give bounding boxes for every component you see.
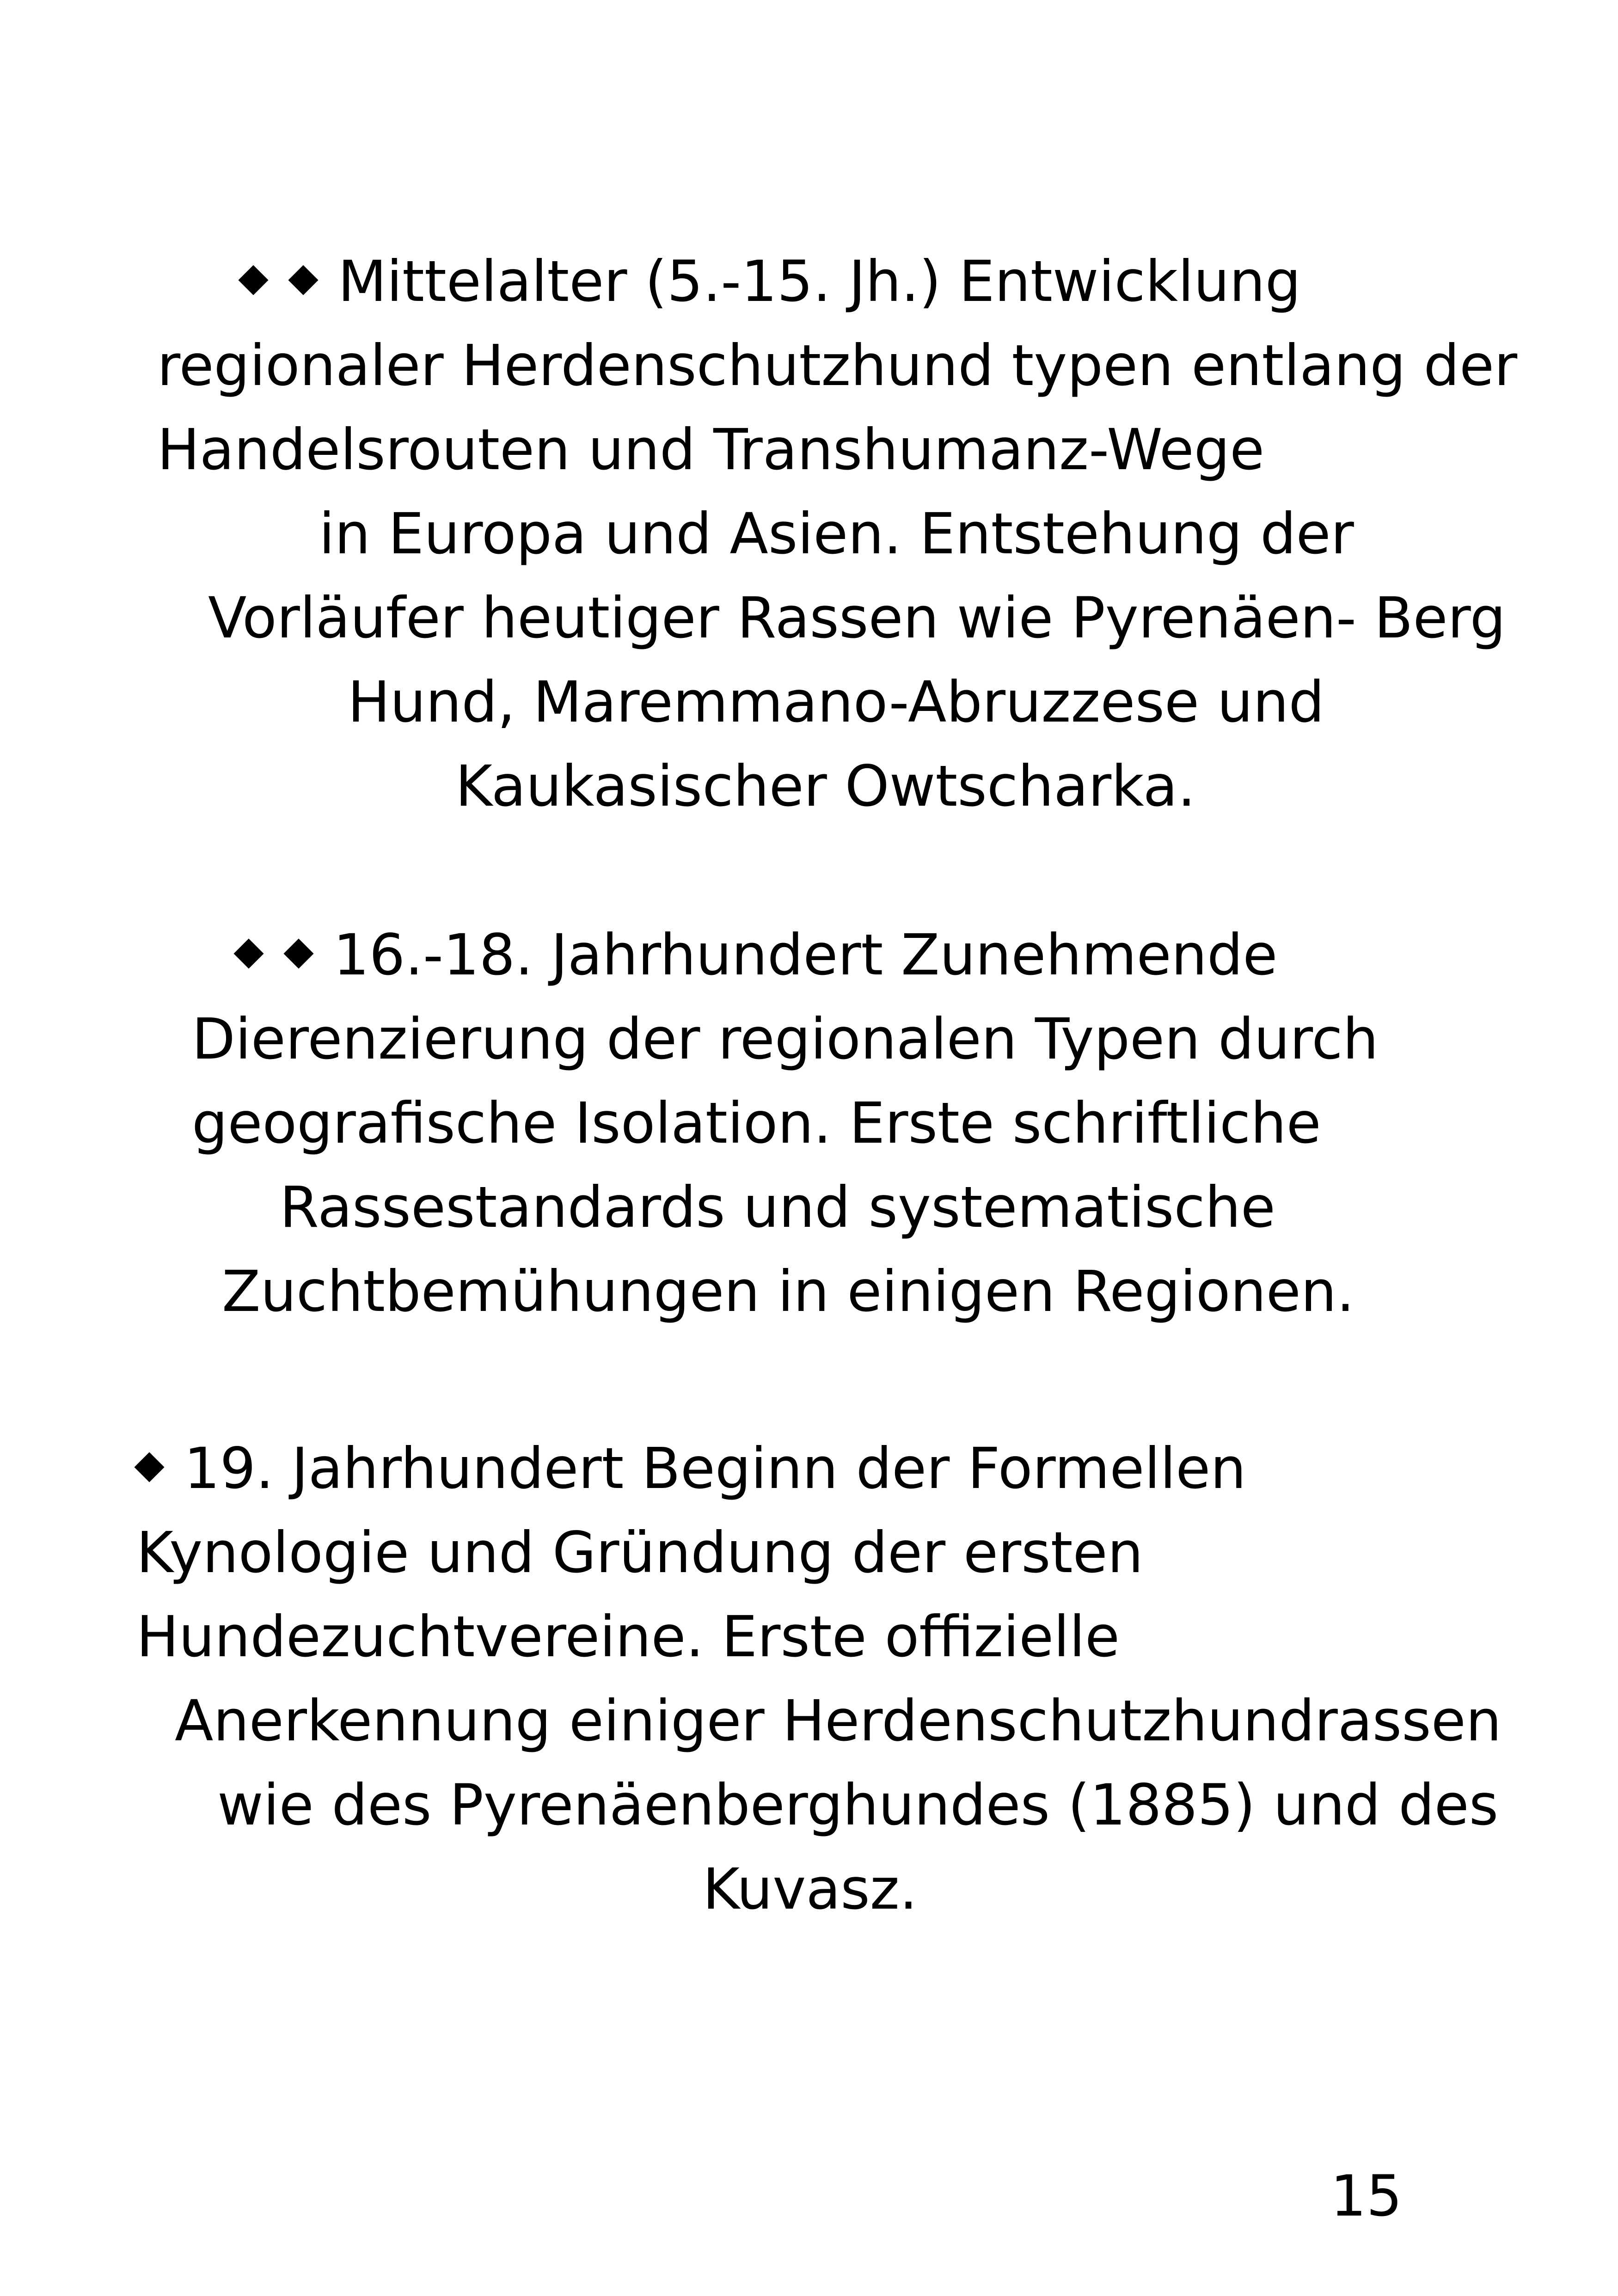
section-1-line-1 (238, 249, 1301, 314)
section-2-line-3: geografische Isolation. Erste schriftliche (192, 1090, 1321, 1156)
section-3-line-1 (134, 1436, 1246, 1501)
section-1-line-6: Hund, Maremmano-Abruzzese und (348, 669, 1324, 735)
section-1-line-2: regionaler Herdenschutzhund typen entlang der (157, 333, 1518, 398)
section-3-line-2: Kynologie und Gründung der ersten (136, 1520, 1143, 1586)
section-3-line-3: Hundezuchtvereine. Erste offizielle (136, 1604, 1120, 1670)
diamond-bullet-icon (238, 265, 268, 295)
section-2-line-2: Dierenzierung der regionalen Typen durch (192, 1006, 1379, 1072)
section-1-line-4: in Europa und Asien. Entstehung der (319, 501, 1354, 567)
section-2-line-5: Zuchtbemühungen in einigen Regionen. (222, 1259, 1354, 1324)
section-2-line-4: Rassestandards und systematische (280, 1175, 1275, 1240)
page-number: 15 (1330, 2163, 1403, 2229)
diamond-bullet-icon (233, 938, 264, 968)
section-3-line-1-text: 19. Jahrhundert Beginn der Formellen (184, 1436, 1246, 1501)
section-1-line-7: Kaukasischer Owtscharka. (455, 753, 1196, 819)
section-1-line-1-text: Mittelalter (5.-15. Jh.) Entwicklung (338, 249, 1301, 314)
diamond-bullet-icon (283, 938, 313, 968)
section-1-line-5: Vorläufer heutiger Rassen wie Pyrenäen- Berg (208, 585, 1506, 651)
section-3-line-4: Anerkennung einiger Herdenschutzhundrassen (175, 1688, 1502, 1754)
section-1-line-3: Handelsrouten und Transhumanz-Wege (157, 417, 1265, 483)
section-3-line-6: Kuvasz. (703, 1856, 918, 1922)
section-2-line-1-text: 16.-18. Jahrhundert Zunehmende (333, 922, 1278, 988)
diamond-bullet-icon (134, 1452, 164, 1482)
diamond-bullet-icon (288, 265, 318, 295)
section-3-line-5: wie des Pyrenäenberghundes (1885) und des (217, 1772, 1499, 1838)
section-2-line-1 (233, 922, 1278, 988)
